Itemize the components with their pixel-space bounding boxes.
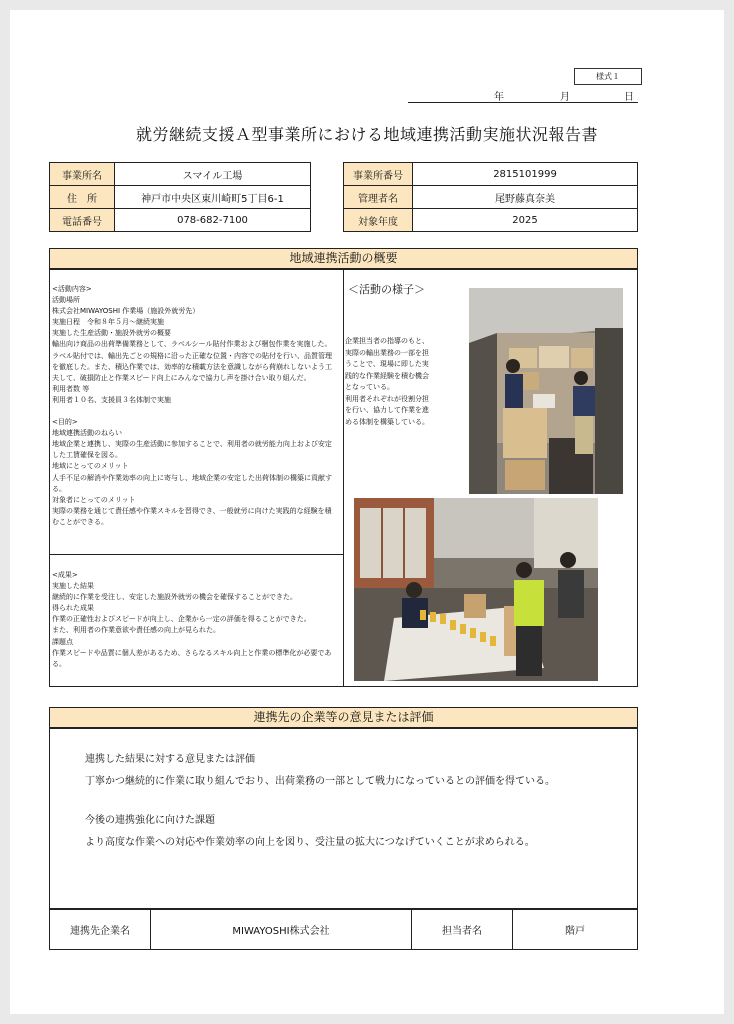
facility-name-label: 事業所名 <box>50 163 115 186</box>
result-line: 得られた成果 <box>52 604 94 613</box>
scene-line: 実際の輸出業務の一部を担 <box>345 348 429 357</box>
date-month: 月 <box>560 92 570 103</box>
scene-line: となっている。 <box>345 383 394 391</box>
manager-value: 尾野藤真奈美 <box>413 186 638 209</box>
manager-label: 管理者名 <box>344 186 413 209</box>
purpose-line: <目的> <box>52 418 78 427</box>
result-line: 作業スピードや品質に個人差があるため、さらなるスキル向上と作業の標準化が必要であ <box>52 648 332 657</box>
scene-line: を行い、協力して作業を進 <box>345 406 429 414</box>
scene-text <box>345 336 463 428</box>
evaluation-heading: 連携先の企業等の意見または評価 <box>49 707 638 728</box>
activity-text <box>52 284 342 528</box>
purpose-line: 人手不足の解消や作業効率の向上に寄与し、地域企業の安定した出荷体制の構築に貢献す <box>52 473 332 482</box>
report-page <box>10 10 724 1014</box>
activity-line-blank <box>52 406 342 417</box>
purpose-line: 地域企業と連携し、実際の生産活動に参加することで、利用者の就労能力向上および安定 <box>52 440 332 449</box>
result-line: <成果> <box>52 571 78 579</box>
scene-heading: ＜活動の様子＞ <box>348 283 425 296</box>
divider <box>50 554 344 555</box>
activity-line: 夫して、破損防止と作業スピード向上にみんなで協力し声を掛け合い取り組んだ。 <box>52 373 311 382</box>
evaluation-answer-2: より高度な作業への対応や作業効率の向上を図り、受注量の拡大につなげていくことが求められる。 <box>85 837 535 848</box>
evaluation-answer-1: 丁寧かつ継続的に作業に取り組んでおり、出荷業務の一部として戦力になっているとの評価を得ている。 <box>85 776 555 787</box>
activity-line: 利用者数 等 <box>52 384 90 393</box>
column-divider <box>343 270 344 686</box>
facility-number-value: 2815101999 <box>413 163 638 186</box>
facility-name-value: スマイル工場 <box>115 163 311 186</box>
activity-line: <活動内容> <box>52 285 92 293</box>
activity-line: 活動場所 <box>52 296 80 305</box>
partner-company-value: MIWAYOSHI株式会社 <box>151 909 412 950</box>
facility-info-left <box>49 162 311 232</box>
purpose-line: る。 <box>52 484 66 493</box>
result-line: 作業の正確性およびスピードが向上し、企業から一定の評価を得ることができた。 <box>52 615 311 624</box>
phone-label: 電話番号 <box>50 209 115 232</box>
activity-line: を徹底した。また、積込作業では、効率的な積載方法を意識しながら荷崩れしないよう工 <box>52 362 332 371</box>
activity-line: 実施した生産活動・施設外就労の概要 <box>52 329 171 338</box>
report-title: 就労継続支援Ａ型事業所における地域連携活動実施状況報告書 <box>135 125 598 144</box>
activity-photo-workroom <box>354 498 598 681</box>
scene-line: める体制を構築している。 <box>345 417 429 426</box>
partner-contact-value: 階戸 <box>513 909 638 950</box>
purpose-line: した工賃確保を図る。 <box>52 451 122 460</box>
result-line: 継続的に作業を受注し、安定した施設外就労の機会を確保することができた。 <box>52 593 297 602</box>
result-line: 実施した結果 <box>52 582 94 591</box>
summary-heading: 地域連携活動の概要 <box>49 248 638 269</box>
summary-box <box>49 269 638 687</box>
facility-number-label: 事業所番号 <box>344 163 413 186</box>
scene-line: 企業担当者の指導のもと、 <box>345 337 429 345</box>
phone-value: 078-682-7100 <box>115 209 311 232</box>
scene-line: 利用者それぞれが役割分担 <box>345 394 429 403</box>
activity-photo-truck <box>469 288 623 494</box>
partner-contact-label: 担当者名 <box>412 909 513 950</box>
target-year-label: 対象年度 <box>344 209 413 232</box>
date-day: 日 <box>624 92 634 103</box>
evaluation-question-1: 連携した結果に対する意見または評価 <box>85 754 255 765</box>
scene-line: うことで、現場に即した実 <box>345 360 429 368</box>
evaluation-question-2: 今後の連携強化に向けた課題 <box>85 815 215 826</box>
purpose-line: 地域にとってのメリット <box>52 462 129 471</box>
scene-line: 践的な作業経験を積む機会 <box>345 371 429 380</box>
result-line: また、利用者の作業意欲や責任感の向上が見られた。 <box>52 626 220 635</box>
partner-table <box>49 908 638 950</box>
purpose-line: むことができる。 <box>52 517 108 526</box>
result-line: る。 <box>52 659 66 668</box>
purpose-line: 地域連携活動のねらい <box>52 429 122 438</box>
facility-info-right <box>343 162 638 232</box>
activity-line: 輸出向け商品の出荷準備業務として、ラベルシール貼付作業および梱包作業を実施した。 <box>52 340 332 349</box>
purpose-line: 対象者にとってのメリット <box>52 495 136 504</box>
target-year-value: 2025 <box>413 209 638 232</box>
partner-company-label: 連携先企業名 <box>50 909 151 950</box>
form-number-box: 様式１ <box>574 68 642 85</box>
activity-line: 実施日程 令和８年５月〜継続実施 <box>52 318 164 327</box>
address-value: 神戸市中央区東川崎町5丁目6-1 <box>115 186 311 209</box>
result-text <box>52 570 342 670</box>
activity-line: 利用者１０名、支援員３名体制で実施 <box>52 395 171 404</box>
activity-line: 株式会社MIWAYOSHI 作業場（施設外就労先） <box>52 307 200 316</box>
date-line <box>408 86 638 103</box>
result-line: 課題点 <box>52 637 73 646</box>
purpose-line: 実際の業務を通じて責任感や作業スキルを習得でき、一般就労に向けた実践的な経験を積 <box>52 506 332 515</box>
activity-line: ラベル貼付では、輸出先ごとの規格に沿った正確な位置・内容での貼付を行い、品質管理 <box>52 351 332 360</box>
date-year: 年 <box>494 92 504 103</box>
address-label: 住 所 <box>50 186 115 209</box>
